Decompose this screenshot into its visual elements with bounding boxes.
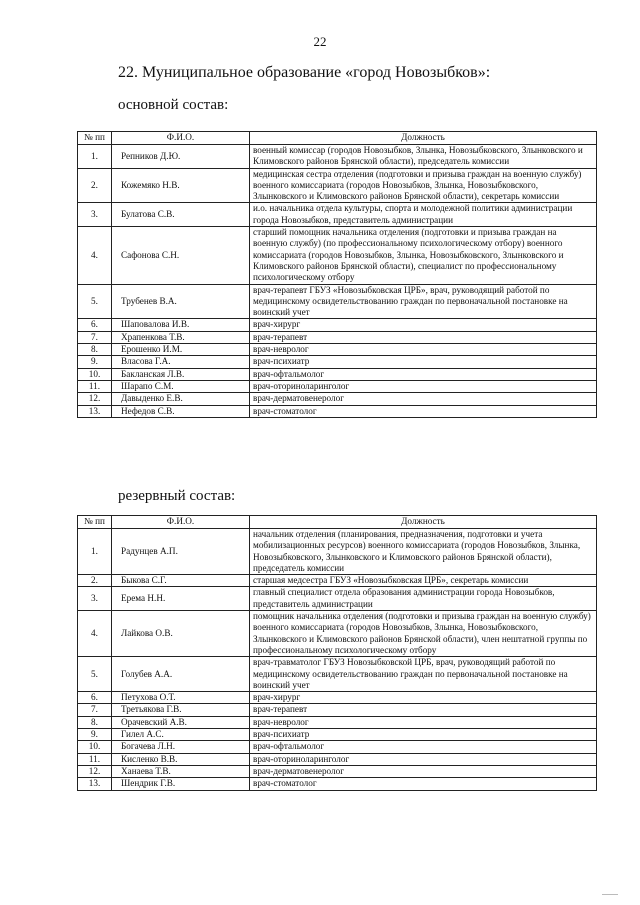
- row-name: Богачева Л.Н.: [112, 741, 250, 753]
- table-row: [78, 405, 597, 417]
- header-position: Должность: [250, 516, 597, 529]
- row-position: врач-хирург: [250, 692, 597, 704]
- table-row: [78, 765, 597, 777]
- table-row: [78, 319, 597, 331]
- table-row: [78, 741, 597, 753]
- reserve-composition-table: [77, 515, 597, 791]
- row-position: врач-дерматовенеролог: [250, 765, 597, 777]
- row-number: 3.: [78, 587, 112, 611]
- header-position: Должность: [250, 132, 597, 145]
- row-name: Булатова С.В.: [112, 203, 250, 227]
- row-position: врач-невролог: [250, 344, 597, 356]
- row-name: Шендрик Г.В.: [112, 778, 250, 790]
- table-row: [78, 145, 597, 169]
- row-position: врач-психиатр: [250, 356, 597, 368]
- table-row: [78, 331, 597, 343]
- row-number: 4.: [78, 227, 112, 284]
- row-number: 6.: [78, 319, 112, 331]
- table-row: [78, 575, 597, 587]
- table-row: [78, 284, 597, 319]
- main-composition-label: основной состав:: [118, 97, 229, 113]
- row-number: 11.: [78, 753, 112, 765]
- header-number: № пп: [78, 516, 112, 529]
- row-position: медицинская сестра отделения (подготовки и призыва граждан на военную службу) военного комиссариата (городов Новозыбков, Злынка, Новозыбковского, Злынковского и Климовского районов Брянской области), секретарь комиссии: [250, 168, 597, 203]
- row-number: 7.: [78, 331, 112, 343]
- row-number: 9.: [78, 356, 112, 368]
- row-name: Бакланская Л.В.: [112, 368, 250, 380]
- row-position: врач-стоматолог: [250, 778, 597, 790]
- row-name: Кисленко В.В.: [112, 753, 250, 765]
- table-row: [78, 344, 597, 356]
- row-position: врач-оториноларинголог: [250, 380, 597, 392]
- row-number: 2.: [78, 168, 112, 203]
- row-number: 5.: [78, 284, 112, 319]
- row-name: Нефедов С.В.: [112, 405, 250, 417]
- row-position: старший помощник начальника отделения (подготовки и призыва граждан на военную службу) (по профессиональному психологическому отбору) военного комиссариата (городов Новозыбков, Злынка, Новозыбковского, Злынковского и Климовского районов Брянской области), специалист по профессиональному психологическому отбору: [250, 227, 597, 284]
- row-position: врач-терапевт: [250, 704, 597, 716]
- row-name: Репников Д.Ю.: [112, 145, 250, 169]
- header-number: № пп: [78, 132, 112, 145]
- row-name: Третьякова Г.В.: [112, 704, 250, 716]
- row-position: врач-офтальмолог: [250, 368, 597, 380]
- row-position: начальник отделения (планирования, предназначения, подготовки и учета мобилизационных ресурсов) военного комиссариата (городов Новозыбков, Злынка, Новозыбковского, Злынковского и Климовского районов Брянской области), председатель комиссии: [250, 529, 597, 575]
- row-position: врач-невролог: [250, 716, 597, 728]
- table-row: [78, 704, 597, 716]
- row-position: и.о. начальника отдела культуры, спорта и молодежной политики администрации города Новозыбков, представитель администрации: [250, 203, 597, 227]
- row-name: Власова Г.А.: [112, 356, 250, 368]
- row-name: Трубенев В.А.: [112, 284, 250, 319]
- row-number: 3.: [78, 203, 112, 227]
- row-name: Кожемяко Н.В.: [112, 168, 250, 203]
- row-number: 1.: [78, 529, 112, 575]
- table-row: [78, 692, 597, 704]
- row-number: 8.: [78, 344, 112, 356]
- row-name: Быкова С.Г.: [112, 575, 250, 587]
- row-number: 10.: [78, 368, 112, 380]
- table-row: [78, 716, 597, 728]
- row-name: Петухова О.Т.: [112, 692, 250, 704]
- row-number: 9.: [78, 729, 112, 741]
- row-number: 5.: [78, 657, 112, 692]
- row-position: военный комиссар (городов Новозыбков, Злынка, Новозыбковского, Злынковского и Климовского районов Брянской области), председатель комиссии: [250, 145, 597, 169]
- row-name: Радунцев А.П.: [112, 529, 250, 575]
- table-row: [78, 529, 597, 575]
- row-number: 12.: [78, 765, 112, 777]
- row-position: помощник начальника отделения (подготовки и призыва граждан на военную службу) военного комиссариата (городов Новозыбков, Злынка, Новозыбковского, Злынковского и Климовского районов Брянской области), член нештатной группы по профессиональному психологическому отбору: [250, 611, 597, 657]
- row-name: Шарапо С.М.: [112, 380, 250, 392]
- table-header-row: [78, 516, 597, 529]
- reserve-composition-label: резервный состав:: [118, 488, 236, 504]
- row-position: врач-терапевт ГБУЗ «Новозыбковская ЦРБ», врач, руководящий работой по медицинскому освидетельствованию граждан по первоначальной постановке на воинский учет: [250, 284, 597, 319]
- row-number: 7.: [78, 704, 112, 716]
- row-name: Ерема Н.Н.: [112, 587, 250, 611]
- table-row: [78, 753, 597, 765]
- row-position: врач-травматолог ГБУЗ Новозыбковской ЦРБ, врач, руководящий работой по медицинскому освидетельствованию граждан по первоначальной постановке на воинский учет: [250, 657, 597, 692]
- row-number: 6.: [78, 692, 112, 704]
- row-number: 1.: [78, 145, 112, 169]
- main-composition-table: [77, 131, 597, 418]
- row-name: Голубев А.А.: [112, 657, 250, 692]
- row-position: главный специалист отдела образования администрации города Новозыбков, представитель администрации: [250, 587, 597, 611]
- table-row: [78, 227, 597, 284]
- row-position: врач-офтальмолог: [250, 741, 597, 753]
- row-name: Гилел А.С.: [112, 729, 250, 741]
- row-position: врач-дерматовенеролог: [250, 393, 597, 405]
- row-number: 4.: [78, 611, 112, 657]
- table-row: [78, 168, 597, 203]
- table-row: [78, 368, 597, 380]
- row-name: Лайкова О.В.: [112, 611, 250, 657]
- table-row: [78, 356, 597, 368]
- row-number: 13.: [78, 778, 112, 790]
- row-position: врач-психиатр: [250, 729, 597, 741]
- header-name: Ф.И.О.: [112, 516, 250, 529]
- table-row: [78, 778, 597, 790]
- row-name: Давыденко Е.В.: [112, 393, 250, 405]
- row-name: Орачевский А.В.: [112, 716, 250, 728]
- row-position: старшая медсестра ГБУЗ «Новозыбковская ЦРБ», секретарь комиссии: [250, 575, 597, 587]
- table-row: [78, 611, 597, 657]
- scan-mark: [602, 894, 618, 895]
- row-name: Ханаева Т.В.: [112, 765, 250, 777]
- row-name: Шаповалова И.В.: [112, 319, 250, 331]
- row-position: врач-терапевт: [250, 331, 597, 343]
- row-position: врач-хирург: [250, 319, 597, 331]
- row-name: Сафонова С.Н.: [112, 227, 250, 284]
- row-name: Храпенкова Т.В.: [112, 331, 250, 343]
- page-number: 22: [313, 34, 327, 49]
- table-row: [78, 393, 597, 405]
- table-row: [78, 587, 597, 611]
- row-number: 11.: [78, 380, 112, 392]
- row-position: врач-оториноларинголог: [250, 753, 597, 765]
- row-number: 12.: [78, 393, 112, 405]
- table-row: [78, 203, 597, 227]
- row-number: 10.: [78, 741, 112, 753]
- table-row: [78, 657, 597, 692]
- row-number: 8.: [78, 716, 112, 728]
- row-name: Ерошенко И.М.: [112, 344, 250, 356]
- table-header-row: [78, 132, 597, 145]
- header-name: Ф.И.О.: [112, 132, 250, 145]
- row-number: 2.: [78, 575, 112, 587]
- row-number: 13.: [78, 405, 112, 417]
- section-heading: 22. Муниципальное образование «город Новозыбков»:: [118, 64, 491, 81]
- row-position: врач-стоматолог: [250, 405, 597, 417]
- table-row: [78, 380, 597, 392]
- table-row: [78, 729, 597, 741]
